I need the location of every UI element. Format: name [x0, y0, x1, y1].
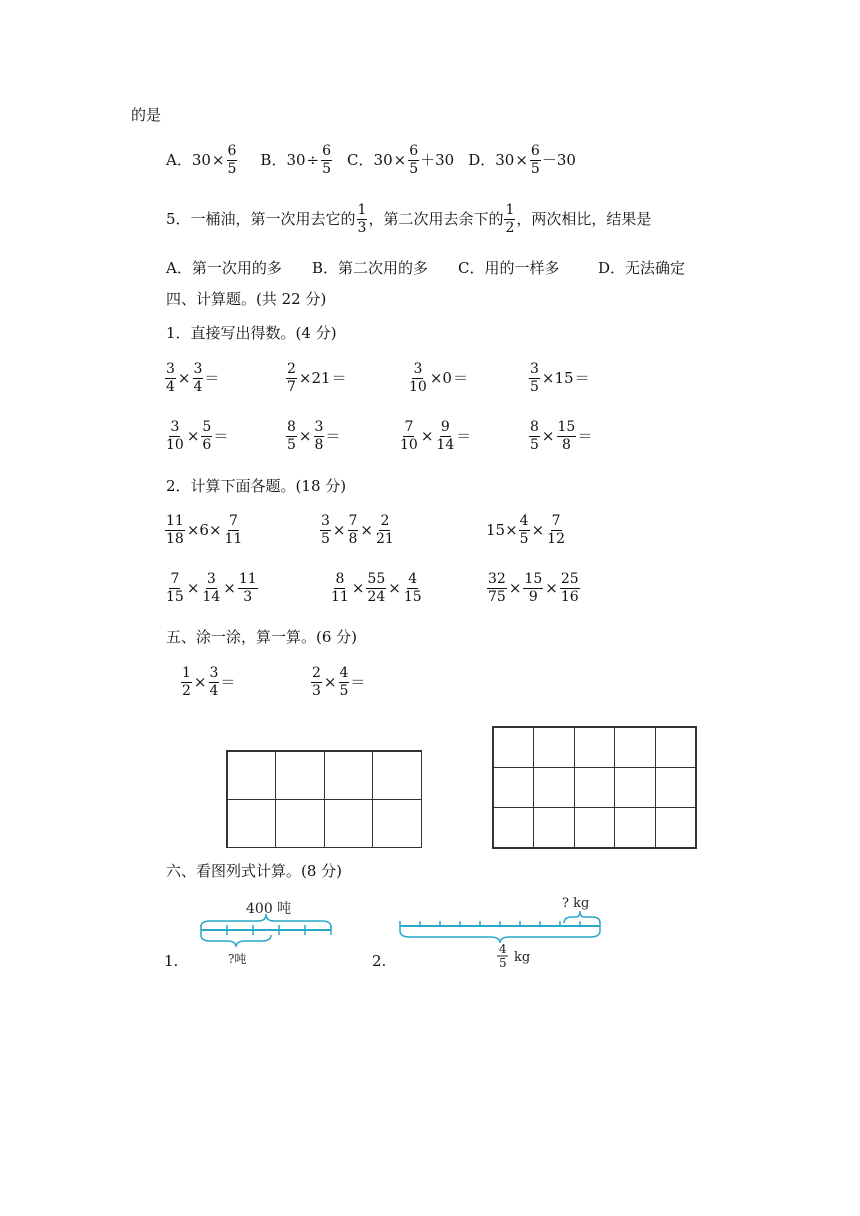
option-c-tail: ＋30 [420, 151, 455, 170]
calc-expr-2: $\frac{3}{5}$ × $\frac{7}{8}$ × $\frac{2}{21}$ [321, 513, 394, 548]
option-c-fraction: $\frac{6}{5}$ [409, 143, 419, 178]
q5-fraction-1: $\frac{1}{3}$ [357, 202, 367, 237]
q5-option-b[interactable]: B．第二次用的多 [312, 259, 429, 277]
q4-option-c[interactable] [347, 144, 454, 177]
direct-expr-7: $\frac{7}{10}$ × $\frac{9}{14}$ ＝ [400, 419, 472, 454]
option-b-label: B．30 [260, 151, 306, 170]
section-4-sub-2: 2．计算下面各题。(18 分) [166, 477, 347, 495]
section-5-title: 五、涂一涂，算一算。(6 分) [166, 628, 358, 646]
shading-grid-2x4[interactable] [226, 750, 422, 848]
q5-fraction-2: $\frac{1}{2}$ [505, 202, 515, 237]
figure-2-denominator: 5 [499, 956, 507, 970]
direct-expr-3: $\frac{3}{10}$ ×0 ＝ [409, 361, 468, 396]
direct-expr-5: $\frac{3}{10}$ × $\frac{5}{6}$ ＝ [166, 419, 229, 454]
direct-expr-2: $\frac{2}{7}$ ×21 ＝ [287, 361, 347, 396]
option-c-label: C．30 [347, 151, 393, 170]
q4-option-a[interactable] [166, 144, 238, 177]
figure-1-total-label: 400 吨 [246, 901, 292, 917]
q5-text-1: 5．一桶油，第一次用去它的 [166, 210, 356, 229]
calc-expr-4: $\frac{7}{15}$ × $\frac{3}{14}$ × $\frac{11}{3}$ [166, 571, 257, 606]
q4-option-d[interactable] [468, 144, 576, 177]
shading-grid-3x5[interactable] [492, 726, 697, 849]
option-a-op: × [211, 151, 225, 170]
calc-expr-1: $\frac{11}{18}$ ×6× $\frac{7}{11}$ [166, 513, 243, 548]
option-b-op: ÷ [306, 151, 320, 170]
option-d-op: × [515, 151, 528, 170]
calc-expr-3: 15× $\frac{4}{5}$ × $\frac{7}{12}$ [486, 513, 565, 548]
q5-option-a[interactable]: A．第一次用的多 [166, 259, 282, 277]
section-6-title: 六、看图列式计算。(8 分) [166, 862, 343, 880]
calc-expr-6: $\frac{32}{75}$ × $\frac{15}{9}$ × $\frac{25}{16}$ [488, 571, 579, 606]
figure-2-numerator: 4 [499, 942, 507, 956]
question-tail: 的是 [131, 106, 162, 124]
q5-text-3: ，两次相比，结果是 [516, 210, 652, 229]
question-5 [166, 203, 651, 236]
calc-expr-5: $\frac{8}{11}$ × $\frac{55}{24}$ × $\frac{4}{15}$ [331, 571, 422, 606]
direct-expr-6: $\frac{8}{5}$ × $\frac{3}{8}$ ＝ [287, 419, 341, 454]
direct-expr-4: $\frac{3}{5}$ ×15 ＝ [530, 361, 590, 396]
figure-2-number: 2. [372, 952, 387, 970]
option-d-fraction: $\frac{6}{5}$ [530, 143, 540, 178]
figure-1-line-diagram [196, 895, 336, 970]
option-a-fraction: $\frac{6}{5}$ [227, 143, 237, 178]
option-d-label: D．30 [468, 151, 515, 170]
figure-2-line-diagram [396, 890, 606, 970]
q5-option-d[interactable]: D．无法确定 [598, 259, 686, 277]
q5-text-2: ，第二次用去余下的 [368, 210, 504, 229]
option-d-tail: －30 [541, 151, 576, 170]
section-4-title: 四、计算题。(共 22 分) [166, 290, 327, 308]
option-c-op: × [393, 151, 407, 170]
option-b-fraction: $\frac{6}{5}$ [322, 143, 332, 178]
q4-option-b[interactable] [260, 144, 333, 177]
figure-1-unknown-label: ?吨 [228, 952, 247, 966]
figure-2-unit: kg [514, 950, 531, 965]
q5-option-c[interactable]: C．用的一样多 [458, 259, 560, 277]
figure-1-number: 1. [164, 952, 179, 970]
shade-expr-1: $\frac{1}{2}$ × $\frac{3}{4}$ ＝ [182, 665, 236, 700]
direct-expr-8: $\frac{8}{5}$ × $\frac{15}{8}$ ＝ [530, 419, 593, 454]
section-4-sub-1: 1．直接写出得数。(4 分) [166, 324, 337, 342]
figure-2-unknown-label: ? kg [562, 896, 590, 911]
option-a-label: A．30 [166, 151, 211, 170]
direct-expr-1: $\frac{3}{4}$ × $\frac{3}{4}$ ＝ [166, 361, 220, 396]
q4-options [166, 144, 576, 177]
shade-expr-2: $\frac{2}{3}$ × $\frac{4}{5}$ ＝ [312, 665, 366, 700]
